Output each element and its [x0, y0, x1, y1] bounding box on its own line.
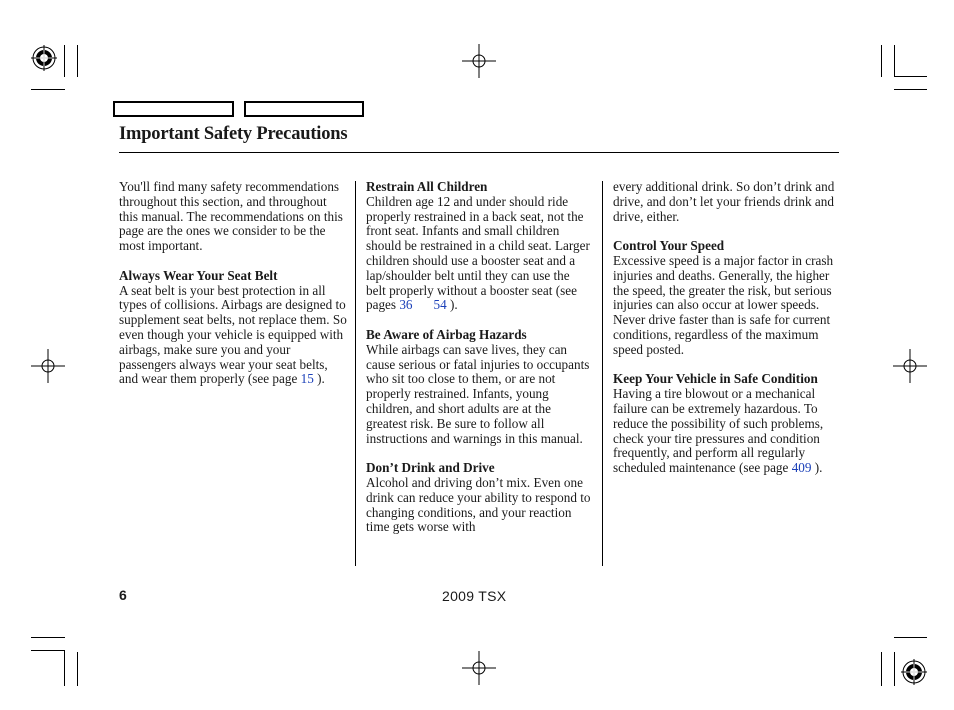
page-link-15[interactable]: 15	[300, 371, 314, 387]
children-paragraph	[366, 195, 592, 313]
airbag-paragraph: While airbags can save lives, they can cause serious or fatal injuries to occupants who sit too close to them, or are not properly restrained. Infants, young children, and short adults are at the greatest risk. Be sure to follow all instructions and warnings in this manual.	[366, 341, 590, 446]
seatbelt-heading: Always Wear Your Seat Belt	[119, 267, 278, 283]
drink-continued-paragraph: every additional drink. So don’t drink and drive, and don’t let your friends drink and drive, either.	[613, 179, 835, 224]
section-tab-box	[244, 101, 364, 117]
speed-heading: Control Your Speed	[613, 238, 725, 254]
crosshair-icon	[462, 44, 496, 78]
crosshair-icon	[893, 349, 927, 383]
seatbelt-end: ).	[313, 371, 325, 387]
vehicle-paragraph	[613, 387, 841, 476]
drink-paragraph: Alcohol and driving don’t mix. Even one drink can reduce your ability to respond to changing conditions, and your reaction time gets worse with	[366, 474, 591, 535]
column-3	[613, 180, 841, 476]
page-link-409[interactable]: 409	[791, 460, 812, 476]
intro-paragraph: You'll find many safety recommendations throughout this section, and throughout this manual. The recommendations on this page are the ones we consider to be the most important.	[119, 179, 343, 254]
page-number: 6	[119, 587, 127, 603]
drink-heading: Don’t Drink and Drive	[366, 460, 495, 476]
vehicle-end: ).	[811, 460, 823, 476]
seatbelt-paragraph	[119, 284, 349, 388]
crosshair-icon	[462, 651, 496, 685]
children-text: Children age 12 and under should ride properly restrained in a back seat, not the front seat. Infants and small children should be restrained in a child seat. Larger children should use a booster seat and a lap/shoulder belt until they can use the belt properly without a booster seat (see pages	[366, 193, 590, 313]
registration-target-icon	[30, 44, 58, 72]
speed-paragraph: Excessive speed is a major factor in crash injuries and deaths. Generally, the higher the speed, the greater the risk, but serious injuries can also occur at lower speeds. Never drive faster than is safe for current conditions, regardless of the maximum speed posted.	[613, 252, 834, 357]
column-divider	[355, 181, 356, 566]
column-divider	[602, 181, 603, 566]
crosshair-icon	[31, 349, 65, 383]
page-title: Important Safety Precautions	[119, 124, 348, 144]
seatbelt-text: A seat belt is your best protection in all types of collisions. Airbags are designed to supplement seat belts, not replace them. So even though your vehicle is equipped with airbags, make sure you and your passengers always wear your seat belts, and wear them properly (see page	[119, 282, 347, 387]
page-link-36[interactable]: 36	[399, 297, 413, 313]
model-label: 2009 TSX	[442, 588, 507, 604]
column-1	[119, 180, 349, 387]
children-end: ).	[446, 297, 458, 313]
column-2	[366, 180, 592, 535]
section-tab-box	[113, 101, 234, 117]
airbag-heading: Be Aware of Airbag Hazards	[366, 326, 527, 342]
children-heading: Restrain All Children	[366, 179, 488, 194]
registration-target-icon	[900, 658, 928, 686]
title-rule	[119, 152, 839, 153]
vehicle-text: Having a tire blowout or a mechanical failure can be extremely hazardous. To reduce the possibility of such problems, check your tire pressures and condition frequently, and perform all regularly scheduled maintenance (see page	[613, 386, 824, 476]
vehicle-heading: Keep Your Vehicle in Safe Condition	[613, 371, 818, 387]
page-link-54[interactable]: 54	[433, 297, 447, 313]
